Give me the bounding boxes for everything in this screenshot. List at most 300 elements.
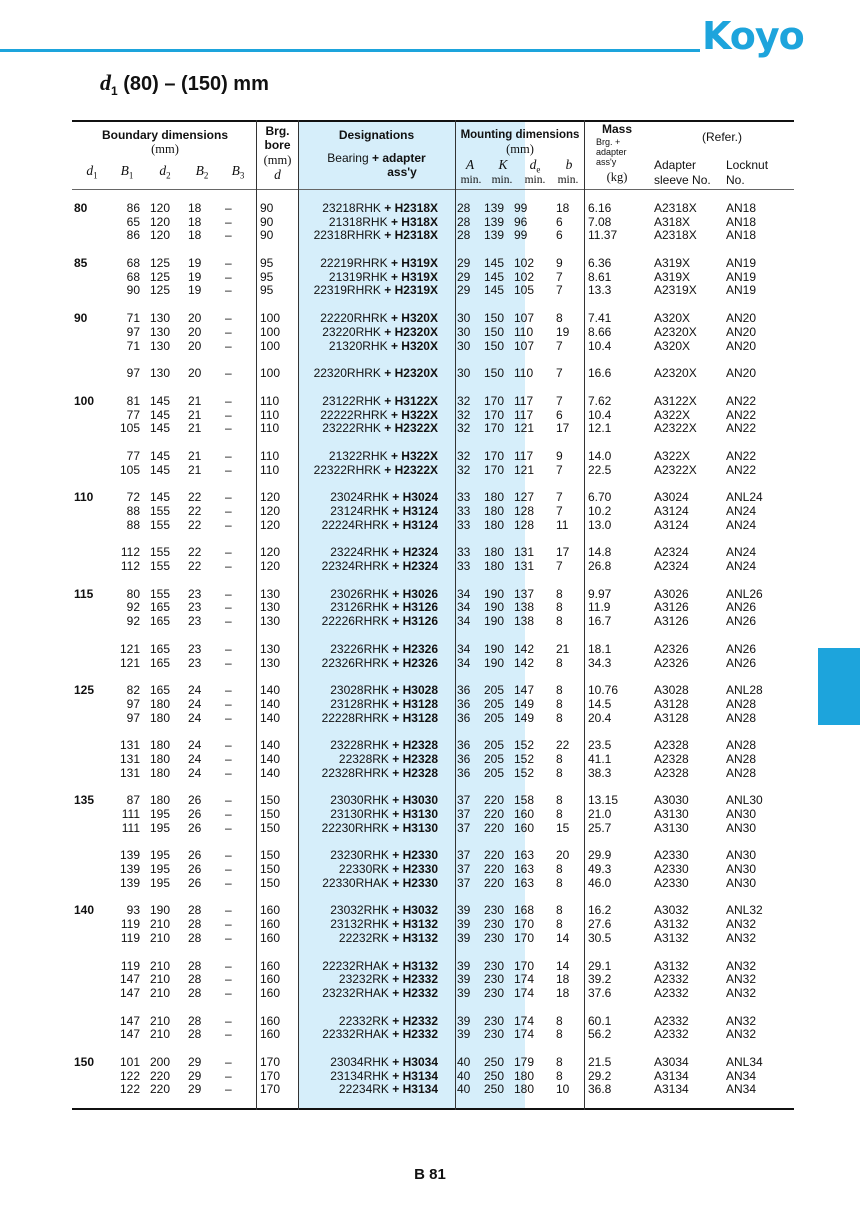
cell-mass: 14.8 <box>588 545 612 560</box>
cell-b: 17 <box>556 545 570 560</box>
cell-bore: 120 <box>260 559 281 574</box>
cell-designation: 23226RHK + H2326 <box>330 641 438 656</box>
cell-adapter-sleeve: A3028 <box>654 683 689 698</box>
cell-de: 121 <box>514 421 535 436</box>
cell-B3: – <box>225 311 232 326</box>
adapter-assembly-number: H2328 <box>402 738 438 753</box>
table-row <box>72 698 794 712</box>
cell-locknut: ANL28 <box>726 683 763 698</box>
cell-bore: 170 <box>260 1068 281 1083</box>
cell-locknut: ANL30 <box>726 793 763 808</box>
cell-B2: 28 <box>188 1013 202 1028</box>
cell-B2: 24 <box>188 765 202 780</box>
cell-locknut: AN18 <box>726 214 757 229</box>
adapter-assembly-number: H2332 <box>402 1027 438 1042</box>
locknut-heading-2: No. <box>726 173 745 187</box>
bearing-number: 22319RHRK <box>313 283 381 298</box>
cell-d1: 100 <box>74 393 95 408</box>
cell-mass: 36.8 <box>588 1082 612 1097</box>
cell-adapter-sleeve: A2332 <box>654 1027 689 1042</box>
cell-B2: 23 <box>188 600 202 615</box>
cell-mass: 16.6 <box>588 366 612 381</box>
row-group <box>72 312 794 353</box>
table-row <box>72 409 794 423</box>
cell-adapter-sleeve: A3122X <box>654 393 697 408</box>
cell-d2: 195 <box>150 848 171 863</box>
cell-A: 33 <box>457 517 471 532</box>
adapter-assembly-number: H2326 <box>402 655 438 670</box>
cell-A: 32 <box>457 421 471 436</box>
cell-mass: 10.76 <box>588 683 619 698</box>
cell-K: 150 <box>484 338 505 353</box>
cell-adapter-sleeve: A2322X <box>654 462 697 477</box>
cell-adapter-sleeve: A2328 <box>654 765 689 780</box>
cell-d2: 210 <box>150 972 171 987</box>
bearing-number: 22232RHAK <box>322 958 389 973</box>
cell-designation: 22322RHRK + H2322X <box>313 462 438 477</box>
cell-b: 15 <box>556 820 570 835</box>
table-row <box>72 340 794 354</box>
cell-K: 220 <box>484 807 505 821</box>
cell-bore: 100 <box>260 324 281 339</box>
cell-mass: 56.2 <box>588 1027 612 1042</box>
adapter-assembly-number: H2318X <box>394 228 438 243</box>
cell-b: 8 <box>556 311 563 326</box>
cell-K: 190 <box>484 600 505 615</box>
cell-B2: 23 <box>188 586 202 601</box>
cell-K: 190 <box>484 641 505 656</box>
cell-locknut: AN28 <box>726 765 757 780</box>
cell-d1: 135 <box>74 793 95 808</box>
cell-B1: 77 <box>126 448 140 463</box>
bearing-number: 23026RHK <box>330 586 389 601</box>
cell-K: 220 <box>484 875 505 890</box>
cell-mass: 9.97 <box>588 586 612 601</box>
table-row <box>72 1083 794 1097</box>
cell-d2: 165 <box>150 683 171 698</box>
cell-adapter-sleeve: A3130 <box>654 807 689 821</box>
cell-adapter-sleeve: A320X <box>654 338 691 353</box>
cell-mass: 49.3 <box>588 862 612 877</box>
cell-K: 190 <box>484 614 505 629</box>
page-title <box>100 70 269 98</box>
locknut-heading-1: Locknut <box>726 158 769 172</box>
cell-b: 6 <box>556 407 563 422</box>
bearing-number: 23134RHK <box>330 1068 389 1083</box>
cell-B1: 139 <box>119 875 140 890</box>
adapter-assembly-number: H2324 <box>402 559 438 574</box>
cell-de: 152 <box>514 751 535 766</box>
header-rule <box>0 49 700 52</box>
cell-B2: 19 <box>188 283 202 298</box>
cell-locknut: AN32 <box>726 930 757 945</box>
cell-K: 180 <box>484 545 505 560</box>
cell-B3: – <box>225 738 232 753</box>
cell-A: 40 <box>457 1054 471 1069</box>
cell-K: 139 <box>484 214 505 229</box>
cell-B2: 26 <box>188 862 202 877</box>
cell-adapter-sleeve: A2330 <box>654 848 689 863</box>
cell-B1: 72 <box>126 490 140 505</box>
cell-B3: – <box>225 256 232 271</box>
cell-b: 21 <box>556 641 570 656</box>
cell-de: 168 <box>514 903 535 918</box>
bearing-number: 23126RHK <box>330 600 389 615</box>
cell-locknut: AN30 <box>726 848 757 863</box>
cell-A: 37 <box>457 862 471 877</box>
cell-adapter-sleeve: A2326 <box>654 655 689 670</box>
cell-adapter-sleeve: A2328 <box>654 738 689 753</box>
cell-de: 163 <box>514 862 535 877</box>
bearing-number: 22224RHRK <box>321 517 389 532</box>
cell-d2: 200 <box>150 1054 171 1069</box>
cell-bore: 140 <box>260 696 281 711</box>
cell-d1: 125 <box>74 683 95 698</box>
cell-B1: 97 <box>126 366 140 381</box>
cell-d2: 220 <box>150 1082 171 1097</box>
adapter-assembly-number: H319X <box>401 256 438 271</box>
cell-B1: 97 <box>126 710 140 725</box>
cell-adapter-sleeve: A2322X <box>654 421 697 436</box>
cell-bore: 130 <box>260 655 281 670</box>
cell-A: 34 <box>457 614 471 629</box>
cell-mass: 7.41 <box>588 311 612 326</box>
cell-designation: 23128RHK + H3128 <box>330 696 438 711</box>
cell-designation: 22220RHRK + H320X <box>320 311 438 326</box>
cell-d1: 150 <box>74 1054 95 1069</box>
cell-B3: – <box>225 765 232 780</box>
bearing-number: 21318RHK <box>328 214 388 229</box>
table-row <box>72 229 794 243</box>
cell-designation: 23122RHK + H3122X <box>322 393 438 408</box>
cell-d2: 165 <box>150 641 171 656</box>
cell-K: 250 <box>484 1054 505 1069</box>
bearing-number: 22226RHRK <box>321 614 389 629</box>
mass-unit: (kg) <box>606 170 628 184</box>
cell-B2: 24 <box>188 751 202 766</box>
cell-d1: 80 <box>74 201 88 215</box>
cell-A: 39 <box>457 1027 471 1042</box>
cell-de: 131 <box>514 545 535 560</box>
cell-B3: – <box>225 214 232 229</box>
adapter-assembly-number: H3034 <box>402 1054 438 1069</box>
bearing-number: 22219RHRK <box>320 256 388 271</box>
cell-b: 8 <box>556 807 563 821</box>
adapter-assembly-number: H320X <box>401 311 438 326</box>
adapter-assembly-number: H3126 <box>402 600 438 615</box>
cell-locknut: ANL26 <box>726 586 763 601</box>
cell-B3: – <box>225 917 232 932</box>
cell-K: 220 <box>484 862 505 877</box>
cell-B2: 24 <box>188 738 202 753</box>
cell-B3: – <box>225 641 232 656</box>
bearing-number: 21322RHK <box>328 448 388 463</box>
table-row <box>72 326 794 340</box>
cell-b: 8 <box>556 1013 563 1028</box>
cell-mass: 22.5 <box>588 462 612 477</box>
cell-bore: 90 <box>260 214 274 229</box>
symbol-B3: $B_3$ <box>231 163 245 181</box>
adapter-assembly-number: H2320X <box>394 324 438 339</box>
cell-A: 36 <box>457 696 471 711</box>
designations-subheading-assy: ass'y <box>387 165 417 179</box>
cell-de: 149 <box>514 710 535 725</box>
cell-d2: 165 <box>150 600 171 615</box>
cell-d2: 130 <box>150 324 171 339</box>
cell-designation: 22230RHRK + H3130 <box>321 820 438 835</box>
cell-mass: 16.2 <box>588 903 612 918</box>
cell-K: 230 <box>484 958 505 973</box>
cell-locknut: AN22 <box>726 393 757 408</box>
adapter-assembly-number: H3126 <box>402 614 438 629</box>
cell-locknut: AN18 <box>726 201 757 215</box>
cell-B1: 119 <box>120 958 140 973</box>
adapter-assembly-number: H322X <box>401 448 438 463</box>
bore-heading-line2: bore <box>264 138 291 152</box>
cell-B2: 26 <box>188 793 202 808</box>
cell-B1: 131 <box>119 751 140 766</box>
table-row <box>72 450 794 464</box>
cell-locknut: AN30 <box>726 862 757 877</box>
cell-B3: – <box>225 421 232 436</box>
cell-B1: 86 <box>126 201 140 215</box>
cell-b: 7 <box>556 559 563 574</box>
cell-locknut: AN24 <box>726 559 757 574</box>
cell-d2: 195 <box>150 820 171 835</box>
bearing-number: 23028RHK <box>330 683 389 698</box>
cell-bore: 130 <box>260 641 281 656</box>
adapter-assembly-number: H2324 <box>402 545 438 560</box>
adapter-assembly-number: H3132 <box>402 917 438 932</box>
cell-de: 131 <box>514 559 535 574</box>
cell-adapter-sleeve: A322X <box>654 448 691 463</box>
cell-B3: – <box>225 490 232 505</box>
cell-B3: – <box>225 903 232 918</box>
cell-de: 127 <box>514 490 535 505</box>
cell-locknut: AN30 <box>726 875 757 890</box>
cell-locknut: AN30 <box>726 820 757 835</box>
cell-d2: 210 <box>150 1013 171 1028</box>
cell-A: 29 <box>457 256 471 271</box>
table-row <box>72 973 794 987</box>
cell-mass: 7.08 <box>588 214 612 229</box>
page-number: B 81 <box>414 1166 446 1183</box>
adapter-assembly-number: H3032 <box>402 903 438 918</box>
adapter-assembly-number: H3124 <box>402 504 438 518</box>
cell-designation: 23232RHAK + H2332 <box>322 985 438 1000</box>
table-row <box>72 657 794 671</box>
cell-b: 8 <box>556 586 563 601</box>
cell-d2: 120 <box>150 201 171 215</box>
bore-heading-line1: Brg. <box>265 124 290 138</box>
row-group <box>72 904 794 945</box>
table-row <box>72 739 794 753</box>
cell-d2: 145 <box>150 462 171 477</box>
cell-adapter-sleeve: A2330 <box>654 862 689 877</box>
koyo-logo: Koyo <box>702 14 804 58</box>
cell-de: 138 <box>514 600 535 615</box>
cell-A: 30 <box>457 366 471 381</box>
cell-locknut: AN19 <box>726 283 757 298</box>
cell-B3: – <box>225 1068 232 1083</box>
adapter-assembly-number: H2332 <box>402 972 438 987</box>
cell-b: 8 <box>556 875 563 890</box>
adapter-assembly-number: H2322X <box>394 421 438 436</box>
cell-A: 37 <box>457 807 471 821</box>
cell-mass: 21.0 <box>588 807 612 821</box>
adapter-assembly-number: H3128 <box>402 696 438 711</box>
bearing-number: 22332RK <box>338 1013 389 1028</box>
cell-B2: 20 <box>188 366 202 381</box>
cell-b: 7 <box>556 269 563 284</box>
cell-A: 29 <box>457 283 471 298</box>
cell-de: 107 <box>514 311 535 326</box>
cell-A: 33 <box>457 490 471 505</box>
cell-designation: 22232RHAK + H3132 <box>322 958 438 973</box>
cell-B2: 28 <box>188 958 202 973</box>
cell-d2: 220 <box>150 1068 171 1083</box>
cell-d2: 155 <box>150 545 171 560</box>
cell-mass: 60.1 <box>588 1013 612 1028</box>
cell-de: 179 <box>514 1054 535 1069</box>
table-row <box>72 904 794 918</box>
cell-A: 36 <box>457 683 471 698</box>
cell-bore: 110 <box>260 393 280 408</box>
cell-bore: 150 <box>260 862 281 877</box>
cell-b: 8 <box>556 710 563 725</box>
cell-bore: 160 <box>260 1027 281 1042</box>
bearing-number: 22234RK <box>338 1082 389 1097</box>
symbol-B1: $B_1$ <box>120 163 134 181</box>
adapter-assembly-number: H2330 <box>402 848 438 863</box>
bearing-number: 23122RHK <box>322 393 381 408</box>
cell-B3: – <box>225 655 232 670</box>
cell-de: 128 <box>514 504 535 518</box>
cell-B1: 112 <box>120 559 140 574</box>
row-group <box>72 450 794 477</box>
table-row <box>72 601 794 615</box>
cell-adapter-sleeve: A2332 <box>654 1013 689 1028</box>
cell-locknut: AN18 <box>726 228 757 243</box>
cell-B1: 111 <box>121 807 140 821</box>
title-symbol-sub: 1 <box>111 84 118 98</box>
cell-bore: 140 <box>260 751 281 766</box>
cell-B3: – <box>225 324 232 339</box>
cell-b: 8 <box>556 1068 563 1083</box>
cell-A: 29 <box>457 269 471 284</box>
cell-B1: 131 <box>119 738 140 753</box>
cell-de: 170 <box>514 958 535 973</box>
cell-B3: – <box>225 504 232 518</box>
bearing-number: 23230RHK <box>330 848 389 863</box>
cell-B3: – <box>225 751 232 766</box>
cell-K: 250 <box>484 1082 505 1097</box>
cell-locknut: AN26 <box>726 641 757 656</box>
refer-heading: (Refer.) <box>701 130 742 144</box>
bearing-number: 22322RHRK <box>313 462 381 477</box>
cell-B1: 68 <box>126 256 140 271</box>
cell-K: 230 <box>484 1027 505 1042</box>
cell-designation: 22318RHRK + H2318X <box>313 228 438 243</box>
cell-designation: 22332RHAK + H2332 <box>322 1027 438 1042</box>
cell-mass: 8.61 <box>588 269 612 284</box>
bearing-number: 23032RHK <box>330 903 389 918</box>
cell-mass: 29.2 <box>588 1068 612 1083</box>
cell-B2: 22 <box>188 559 202 574</box>
cell-locknut: AN26 <box>726 655 757 670</box>
cell-A: 32 <box>457 407 471 422</box>
bearing-number: 23030RHK <box>330 793 389 808</box>
cell-de: 174 <box>514 1013 535 1028</box>
cell-designation: 21322RHK + H322X <box>328 448 438 463</box>
cell-locknut: AN32 <box>726 958 757 973</box>
cell-locknut: AN34 <box>726 1082 757 1097</box>
cell-adapter-sleeve: A3132 <box>654 958 689 973</box>
cell-de: 152 <box>514 765 535 780</box>
cell-mass: 39.2 <box>588 972 612 987</box>
cell-A: 34 <box>457 600 471 615</box>
cell-bore: 160 <box>260 930 281 945</box>
cell-designation: 22226RHRK + H3126 <box>321 614 438 629</box>
cell-bore: 130 <box>260 600 281 615</box>
cell-designation: 23224RHK + H2324 <box>330 545 438 560</box>
cell-A: 37 <box>457 875 471 890</box>
adapter-assembly-number: H3132 <box>402 930 438 945</box>
cell-B1: 139 <box>119 848 140 863</box>
cell-mass: 10.4 <box>588 338 612 353</box>
cell-A: 36 <box>457 765 471 780</box>
cell-de: 138 <box>514 614 535 629</box>
cell-adapter-sleeve: A322X <box>654 407 691 422</box>
mass-subheading-1: Brg. + <box>596 137 621 147</box>
cell-K: 230 <box>484 903 505 918</box>
cell-de: 163 <box>514 848 535 863</box>
cell-B3: – <box>225 517 232 532</box>
mass-heading: Mass <box>601 122 633 136</box>
cell-K: 170 <box>484 462 505 477</box>
cell-locknut: AN26 <box>726 600 757 615</box>
table-row <box>72 560 794 574</box>
cell-adapter-sleeve: A3132 <box>654 917 689 932</box>
cell-designation: 23132RHK + H3132 <box>330 917 438 932</box>
cell-A: 32 <box>457 393 471 408</box>
cell-B2: 28 <box>188 1027 202 1042</box>
cell-bore: 130 <box>260 614 281 629</box>
cell-de: 137 <box>514 586 535 601</box>
adapter-assembly-number: H318X <box>401 214 438 229</box>
boundary-dimensions-heading: Boundary dimensions <box>101 128 229 142</box>
adapter-assembly-number: H3128 <box>402 710 438 725</box>
cell-B3: – <box>225 862 232 877</box>
cell-d2: 195 <box>150 875 171 890</box>
cell-adapter-sleeve: A2320X <box>654 324 697 339</box>
cell-K: 180 <box>484 490 505 505</box>
table-row <box>72 284 794 298</box>
cell-designation: 22234RK + H3134 <box>338 1082 438 1097</box>
bearing-number: 21320RHK <box>328 338 388 353</box>
cell-adapter-sleeve: A3134 <box>654 1068 689 1083</box>
cell-A: 28 <box>457 228 471 243</box>
adapter-sleeve-heading-1: Adapter <box>654 158 697 172</box>
cell-designation: 22330RHAK + H2330 <box>322 875 438 890</box>
cell-B3: – <box>225 1054 232 1069</box>
cell-designation: 23028RHK + H3028 <box>330 683 438 698</box>
cell-b: 10 <box>556 1082 570 1097</box>
cell-K: 220 <box>484 848 505 863</box>
cell-B3: – <box>225 366 232 381</box>
cell-B1: 92 <box>126 614 140 629</box>
boundary-unit: (mm) <box>151 142 179 156</box>
